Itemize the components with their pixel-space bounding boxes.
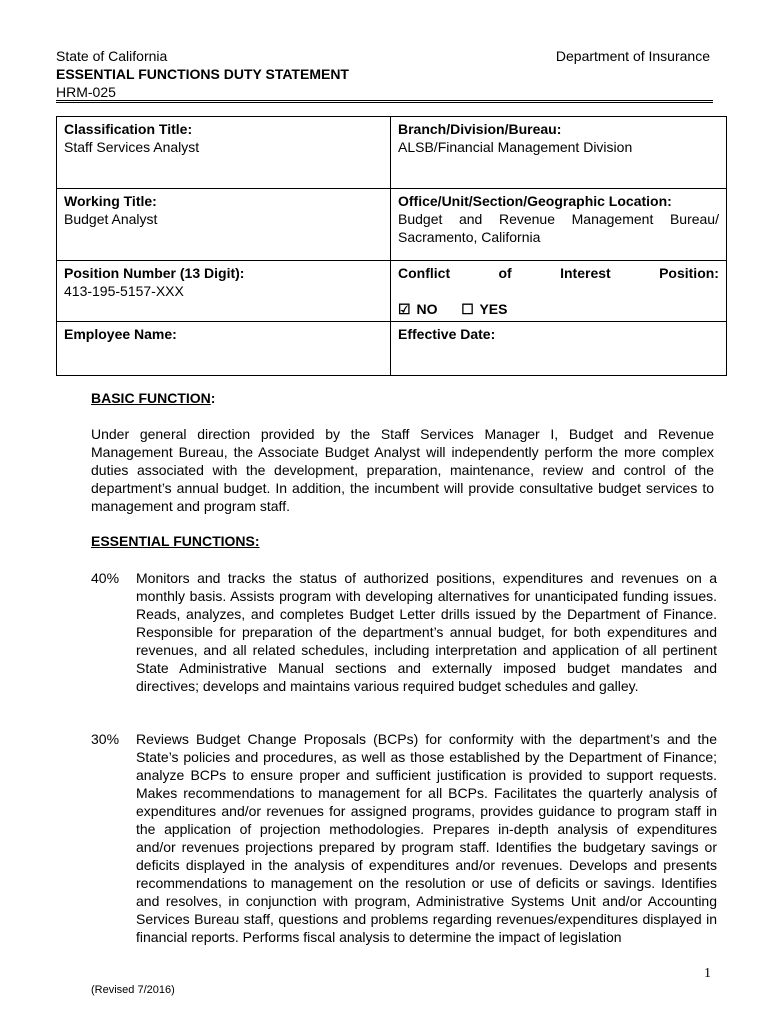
position-info-table xyxy=(56,116,727,376)
department-name: Department of Insurance xyxy=(555,48,710,64)
conflict-word: of xyxy=(498,265,512,281)
table-row xyxy=(57,117,727,189)
table-row xyxy=(57,322,727,376)
working-title-label: Working Title: xyxy=(64,193,157,209)
employee-name-label: Employee Name: xyxy=(64,326,177,342)
form-number: HRM-025 xyxy=(56,84,116,100)
office-value-line2: Sacramento, California xyxy=(398,229,541,245)
basic-function-heading xyxy=(91,390,215,406)
effective-date-cell xyxy=(391,322,727,376)
form-title: ESSENTIAL FUNCTIONS DUTY STATEMENT xyxy=(56,66,349,82)
basic-function-colon: : xyxy=(210,390,216,406)
table-row xyxy=(57,189,727,261)
conflict-word: Position: xyxy=(659,265,719,281)
conflict-cell xyxy=(391,261,727,322)
effective-date-label: Effective Date: xyxy=(398,326,496,342)
conflict-word: Interest xyxy=(560,265,611,281)
employee-name-cell xyxy=(57,322,391,376)
branch-value: ALSB/Financial Management Division xyxy=(398,139,633,155)
essential-functions-heading: ESSENTIAL FUNCTIONS: xyxy=(91,533,260,549)
conflict-options xyxy=(398,300,719,318)
basic-function-title: BASIC FUNCTION xyxy=(91,390,211,406)
revision-date: (Revised 7/2016) xyxy=(91,984,175,996)
no-option-label: NO xyxy=(416,301,438,317)
working-title-cell xyxy=(57,189,391,261)
agency-name: State of California xyxy=(56,48,168,64)
conflict-word: Conflict xyxy=(398,265,451,281)
classification-title-cell xyxy=(57,117,391,189)
branch-cell xyxy=(391,117,727,189)
office-cell xyxy=(391,189,727,261)
position-number-value: 413-195-5157-XXX xyxy=(64,283,184,299)
header-divider xyxy=(56,100,713,103)
page-number: 1 xyxy=(704,966,711,981)
duty-percent: 40% xyxy=(91,570,120,586)
position-number-label: Position Number (13 Digit): xyxy=(64,265,245,281)
duty-description: Reviews Budget Change Proposals (BCPs) for conformity with the department’s and the State’s policies and procedures, as well as those established by the Department of Finance; analyze BCPs to ensure proper and sufficient justification is provided to support requests. Makes recommendations to management for all BCPs. Facilitates the quarterly analysis of expenditures and/or revenues for assigned programs, provides guidance to program staff in the application of projection methodologies. Prepares in-depth analysis of expenditures and/or revenues projections prepared by program staff. Identifies the budgetary savings or deficits displayed in the analysis of expenditures and/or revenues. Develops and presents recommendations to management on the resolution or use of deficits or savings. Identifies and resolves, in conjunction with program, Administrative Systems Unit and/or Accounting Services Bureau staff, questions and problems regarding revenues/expenditures displayed in financial reports. Performs fiscal analysis to determine the impact of legislation xyxy=(136,731,717,945)
checked-box-icon[interactable]: ☑ xyxy=(398,301,411,317)
branch-label: Branch/Division/Bureau: xyxy=(398,121,562,137)
office-label: Office/Unit/Section/Geographic Location: xyxy=(398,193,672,209)
conflict-of-interest-label xyxy=(398,264,719,282)
unchecked-box-icon[interactable]: ☐ xyxy=(461,301,474,317)
header-left xyxy=(56,47,349,101)
office-value-line1: Budget and Revenue Management Bureau/ xyxy=(398,211,719,227)
table-row xyxy=(57,261,727,322)
working-title-value: Budget Analyst xyxy=(64,211,158,227)
duty-description: Monitors and tracks the status of authorized positions, expenditures and revenues on a monthly basis. Assists program with developing alternatives for unanticipated funding issues. Reads, analyzes, and completes Budget Letter drills issued by the Department of Finance. Responsible for preparation of the department’s annual budget, for both expenditures and revenues, and all related schedules, including interpretation and application of all pertinent State Administrative Manual sections and externally imposed budget mandates and directives; develops and maintains various required budget schedules and galley. xyxy=(136,570,717,694)
classification-title-value: Staff Services Analyst xyxy=(64,139,200,155)
duty-percent: 30% xyxy=(91,731,120,747)
basic-function-text: Under general direction provided by the Staff Services Manager I, Budget and Revenue Management Bureau, the Associate Budget Analyst will independently perform the more complex duties associated with the development, preparation, maintenance, review and control of the department’s annual budget. In addition, the incumbent will provide consultative budget services to management and program staff. xyxy=(91,426,714,514)
yes-option-label: YES xyxy=(479,301,508,317)
classification-title-label: Classification Title: xyxy=(64,121,193,137)
position-number-cell xyxy=(57,261,391,322)
